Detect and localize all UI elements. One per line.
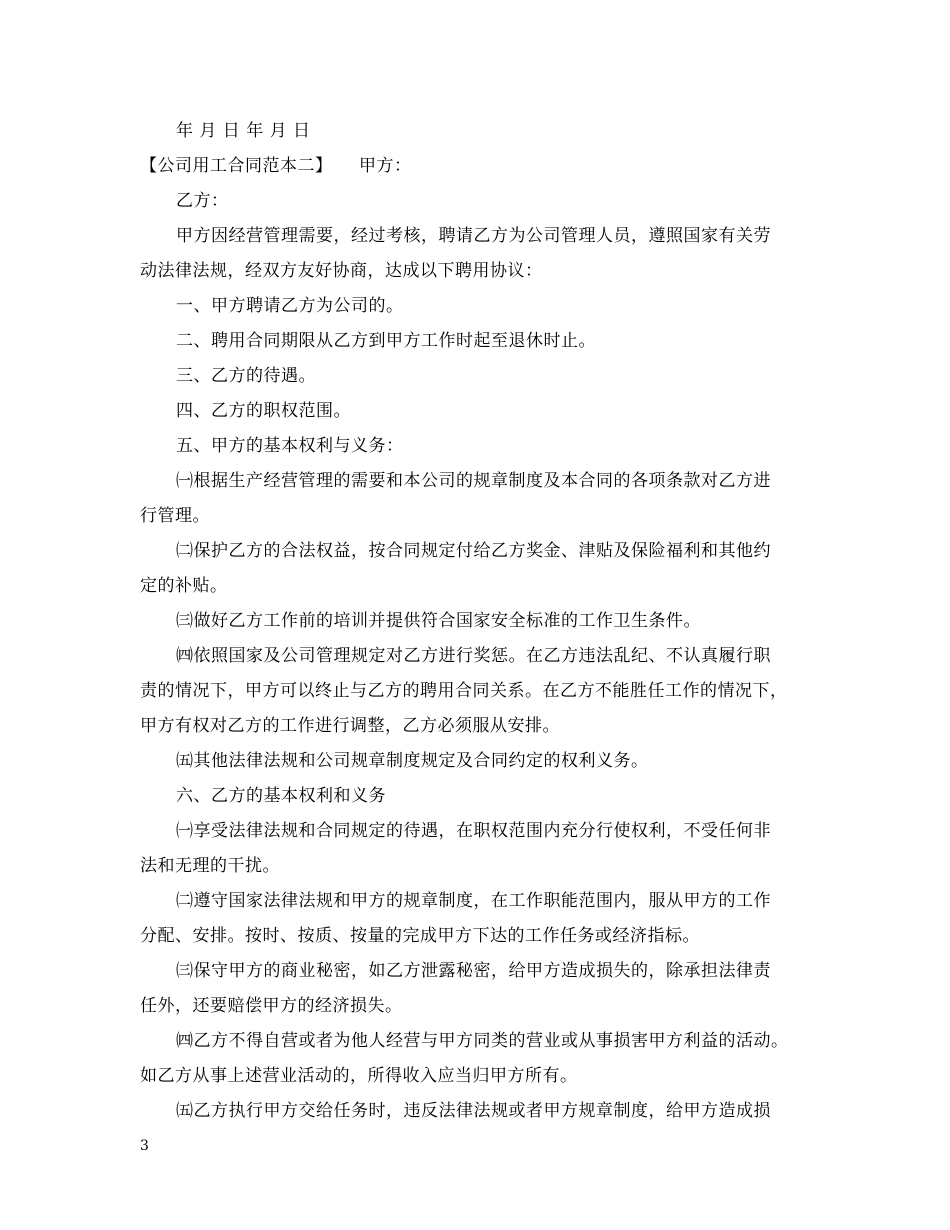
clause-heading: 三、乙方的待遇。 [176, 366, 316, 386]
sub-clause-line: ㈡遵守国家法律法规和甲方的规章制度，在工作职能范围内，服从甲方的工作 [176, 891, 771, 911]
sub-clause-line: 行管理。 [140, 506, 210, 526]
sub-clause-line: ㈢保守甲方的商业秘密，如乙方泄露秘密，给甲方造成损失的，除承担法律责 [176, 961, 771, 981]
sub-clause-line: 定的补贴。 [140, 576, 228, 596]
sub-clause-line: ㈤其他法律法规和公司规章制度规定及合同约定的权利义务。 [176, 751, 649, 771]
sub-clause-line: 责的情况下，甲方可以终止与乙方的聘用合同关系。在乙方不能胜任工作的情况下， [140, 681, 788, 701]
sub-clause-line: ㈢做好乙方工作前的培训并提供符合国家安全标准的工作卫生条件。 [176, 611, 701, 631]
paragraph-line: 动法律法规，经双方友好协商，达成以下聘用协议： [140, 261, 543, 281]
sub-clause-line: ㈣依照国家及公司管理规定对乙方进行奖惩。在乙方违法乱纪、不认真履行职 [176, 646, 771, 666]
clause-heading: 六、乙方的基本权利和义务 [176, 786, 386, 806]
party-b-line: 乙方： [176, 191, 229, 211]
sub-clause-line: 甲方有权对乙方的工作进行调整，乙方必须服从安排。 [140, 716, 560, 736]
clause-heading: 五、甲方的基本权利与义务： [176, 436, 404, 456]
sub-clause-line: ㈠享受法律法规和合同规定的待遇，在职权范围内充分行使权利，不受任何非 [176, 821, 771, 841]
sub-clause-line: 法和无理的干扰。 [140, 856, 280, 876]
clause-heading: 一、甲方聘请乙方为公司的。 [176, 296, 404, 316]
clause-heading: 四、乙方的职权范围。 [176, 401, 351, 421]
sub-clause-line: 分配、安排。按时、按质、按量的完成甲方下达的工作任务或经济指标。 [140, 926, 700, 946]
sub-clause-line: ㈣乙方不得自营或者为他人经营与甲方同类的营业或从事损害甲方利益的活动。 [176, 1031, 789, 1051]
sub-clause-line: 如乙方从事上述营业活动的，所得收入应当归甲方所有。 [140, 1066, 578, 1086]
date-line: 年 月 日 年 月 日 [176, 121, 311, 141]
paragraph-line: 甲方因经营管理需要，经过考核，聘请乙方为公司管理人员，遵照国家有关劳 [176, 226, 771, 246]
sub-clause-line: ㈠根据生产经营管理的需要和本公司的规章制度及本合同的各项条款对乙方进 [176, 471, 771, 491]
sub-clause-line: ㈡保护乙方的合法权益，按合同规定付给乙方奖金、津贴及保险福利和其他约 [176, 541, 771, 561]
contract-title-line: 【公司用工合同范本二】 甲方： [140, 156, 412, 176]
clause-heading: 二、聘用合同期限从乙方到甲方工作时起至退休时止。 [176, 331, 596, 351]
sub-clause-line: 任外，还要赔偿甲方的经济损失。 [140, 996, 403, 1016]
sub-clause-line: ㈤乙方执行甲方交给任务时，违反法律法规或者甲方规章制度，给甲方造成损 [176, 1101, 771, 1121]
page-number: 3 [140, 1138, 149, 1154]
